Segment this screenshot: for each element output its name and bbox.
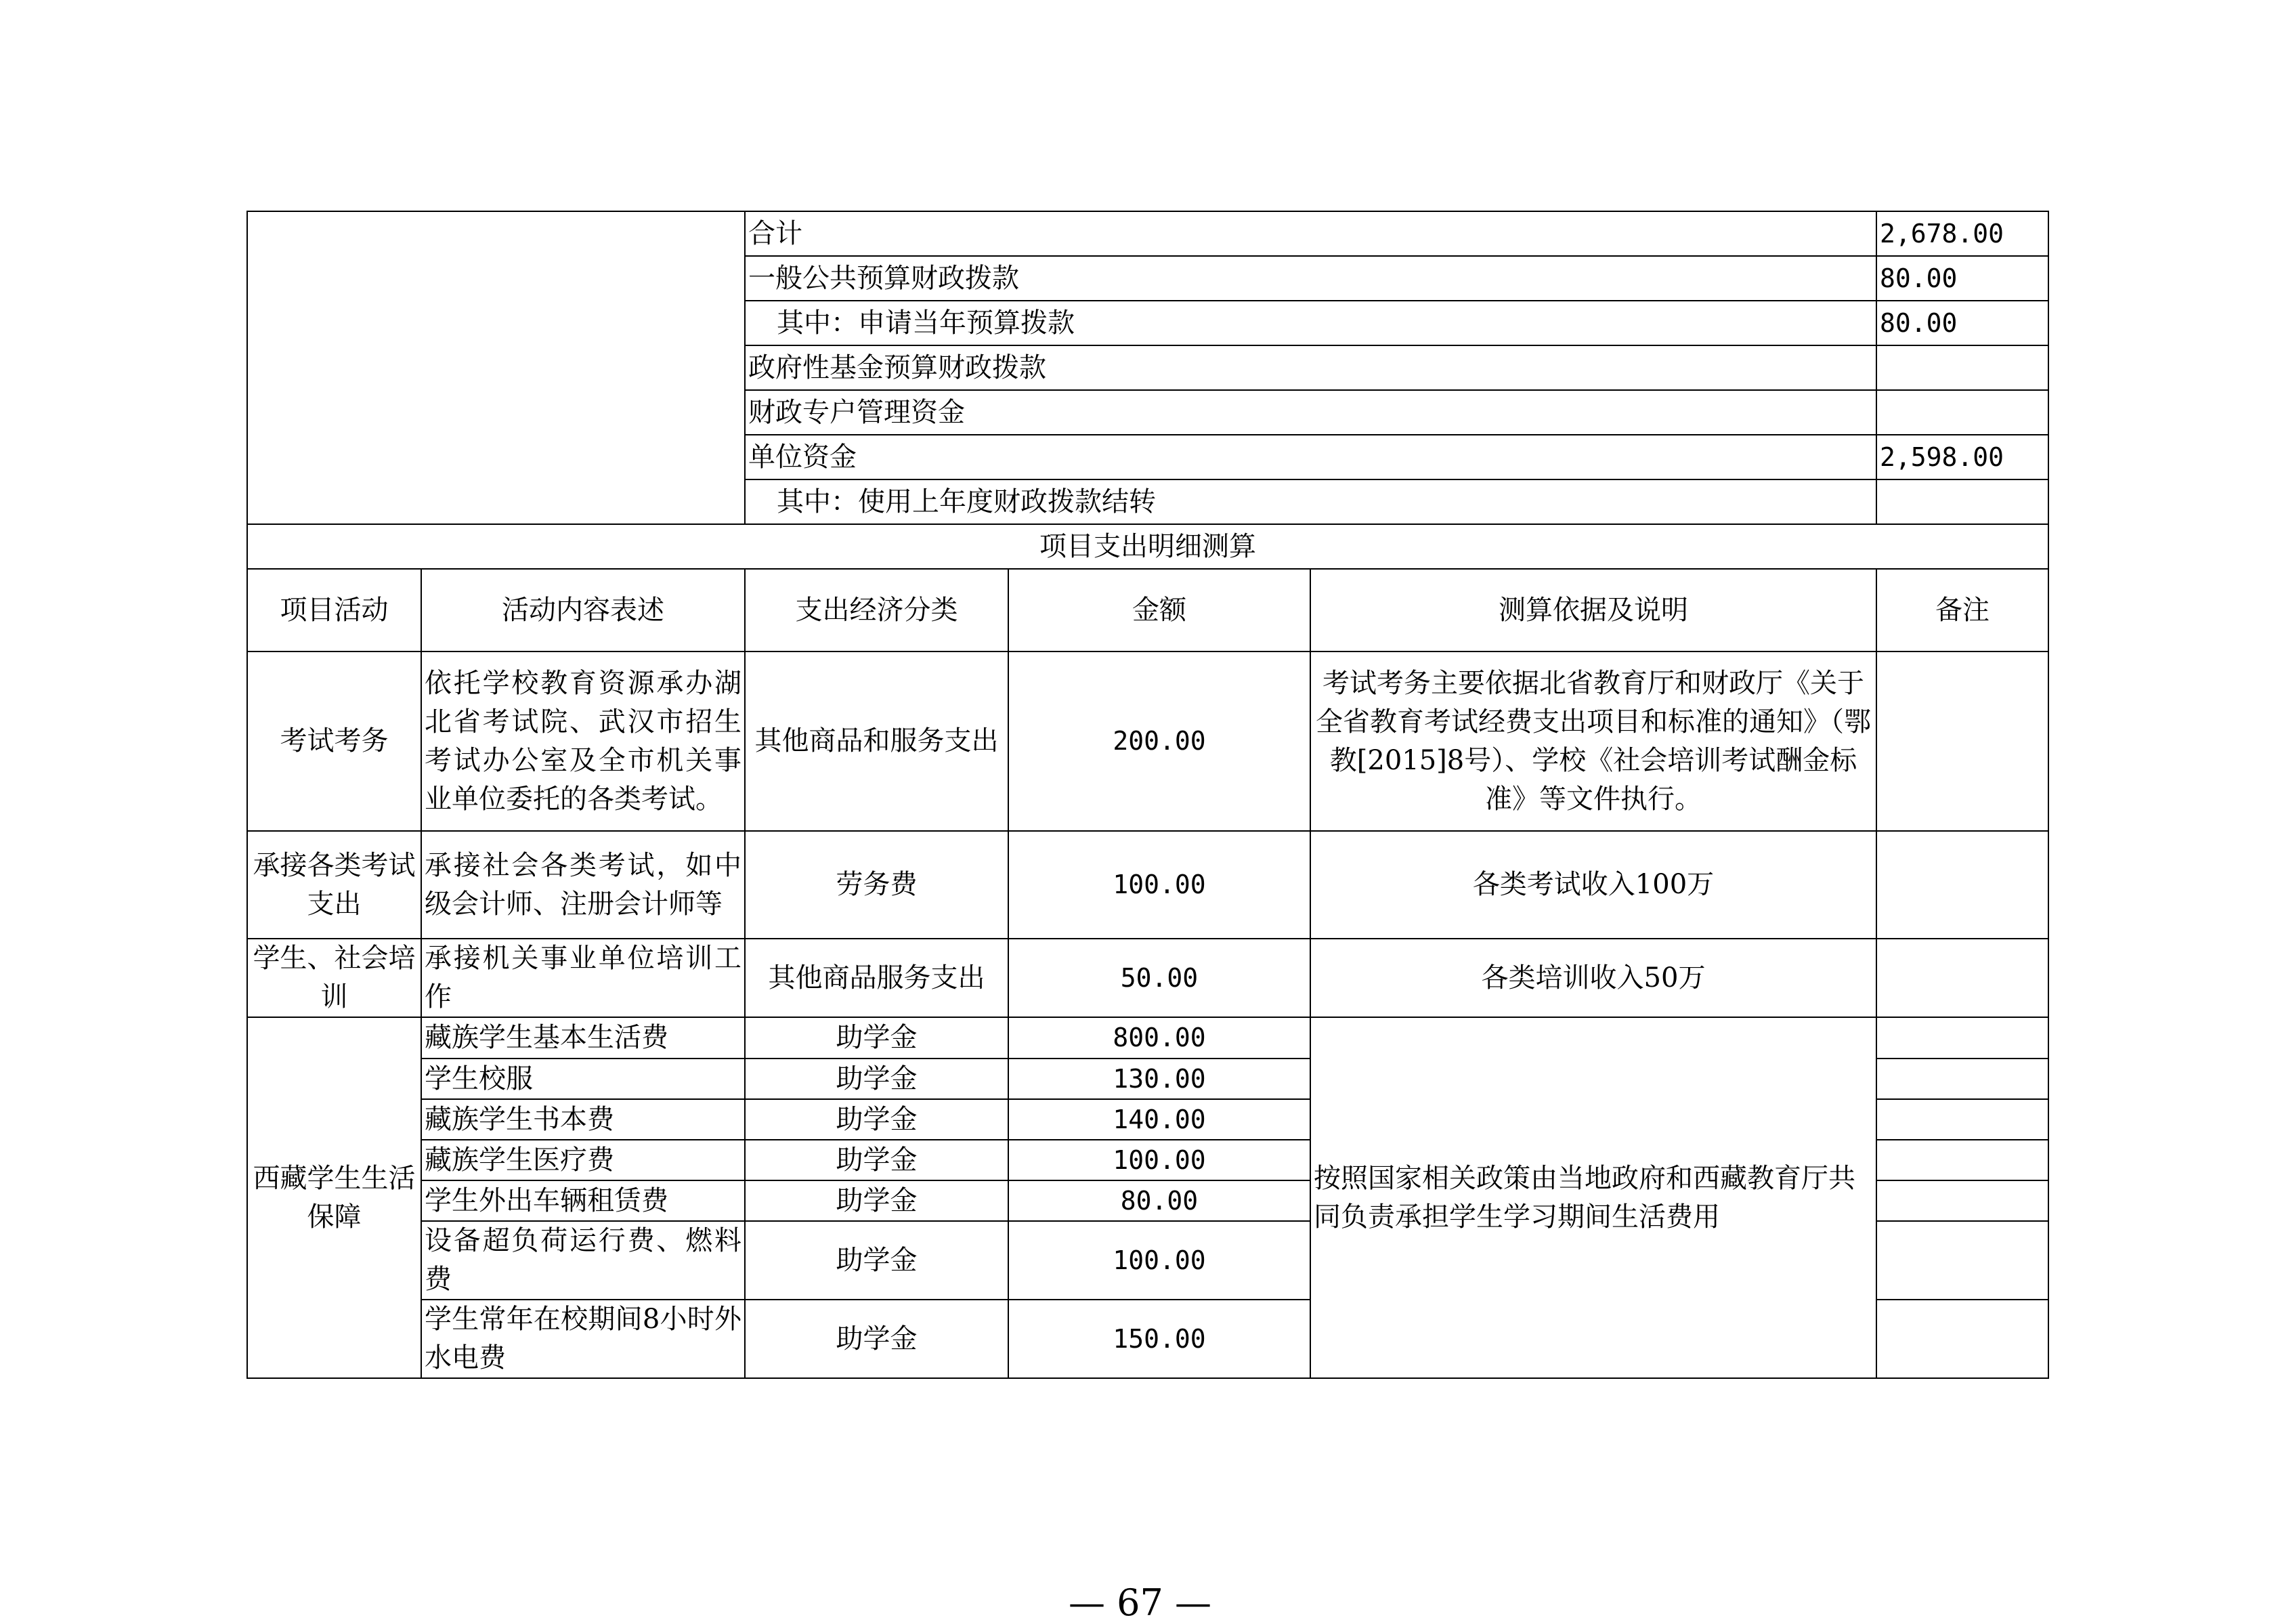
basis-cell: 各类考试收入100万 xyxy=(1310,831,1876,939)
table-row xyxy=(247,939,2048,1017)
note-cell xyxy=(1876,1099,2048,1140)
note-cell xyxy=(1876,651,2048,831)
amount-cell: 150.00 xyxy=(1008,1300,1310,1378)
funding-value xyxy=(1876,345,2048,390)
content-cell: 学生校服 xyxy=(421,1059,745,1099)
table-row xyxy=(247,651,2048,831)
content-cell: 承接社会各类考试，如中级会计师、注册会计师等 xyxy=(421,831,745,939)
funding-value: 80.00 xyxy=(1876,301,2048,345)
project-budget-table xyxy=(246,211,2049,1379)
activity-cell: 考试考务 xyxy=(247,651,421,831)
category-cell: 其他商品和服务支出 xyxy=(745,651,1008,831)
funding-value: 80.00 xyxy=(1876,256,2048,301)
amount-cell: 800.00 xyxy=(1008,1017,1310,1059)
funding-value xyxy=(1876,390,2048,435)
funding-label: 其中：使用上年度财政拨款结转 xyxy=(745,479,1876,524)
funding-label: 单位资金 xyxy=(745,435,1876,479)
detail-title-row xyxy=(247,524,2048,569)
page-number: — 67 — xyxy=(1068,1581,1212,1624)
category-cell: 助学金 xyxy=(745,1140,1008,1180)
note-cell xyxy=(1876,1300,2048,1378)
amount-cell: 100.00 xyxy=(1008,831,1310,939)
activity-cell: 学生、社会培训 xyxy=(247,939,421,1017)
category-cell: 劳务费 xyxy=(745,831,1008,939)
content-cell: 承接机关事业单位培训工作 xyxy=(421,939,745,1017)
funding-label: 其中：申请当年预算拨款 xyxy=(745,301,1876,345)
content-cell: 学生外出车辆租赁费 xyxy=(421,1180,745,1221)
note-cell xyxy=(1876,1180,2048,1221)
amount-cell: 140.00 xyxy=(1008,1099,1310,1140)
funding-value xyxy=(1876,479,2048,524)
header-basis: 测算依据及说明 xyxy=(1310,569,1876,651)
basis-cell: 考试考务主要依据北省教育厅和财政厅《关于全省教育考试经费支出项目和标准的通知》（鄂教[2015]8号）、学校《社会培训考试酬金标准》等文件执行。 xyxy=(1310,651,1876,831)
content-cell: 藏族学生书本费 xyxy=(421,1099,745,1140)
content-cell: 藏族学生基本生活费 xyxy=(421,1017,745,1059)
funding-label: 一般公共预算财政拨款 xyxy=(745,256,1876,301)
category-cell: 助学金 xyxy=(745,1300,1008,1378)
note-cell xyxy=(1876,831,2048,939)
activity-cell: 承接各类考试支出 xyxy=(247,831,421,939)
activity-cell: 西藏学生生活保障 xyxy=(247,1017,421,1378)
content-cell: 设备超负荷运行费、燃料费 xyxy=(421,1221,745,1300)
category-cell: 助学金 xyxy=(745,1059,1008,1099)
note-cell xyxy=(1876,1221,2048,1300)
category-cell: 其他商品服务支出 xyxy=(745,939,1008,1017)
content-cell: 学生常年在校期间8小时外水电费 xyxy=(421,1300,745,1378)
amount-cell: 50.00 xyxy=(1008,939,1310,1017)
category-cell: 助学金 xyxy=(745,1017,1008,1059)
category-cell: 助学金 xyxy=(745,1099,1008,1140)
detail-title: 项目支出明细测算 xyxy=(247,524,2048,569)
funding-label: 财政专户管理资金 xyxy=(745,390,1876,435)
note-cell xyxy=(1876,1017,2048,1059)
header-activity: 项目活动 xyxy=(247,569,421,651)
header-category: 支出经济分类 xyxy=(745,569,1008,651)
funding-row-total xyxy=(247,211,2048,256)
note-cell xyxy=(1876,939,2048,1017)
note-cell xyxy=(1876,1059,2048,1099)
header-amount: 金额 xyxy=(1008,569,1310,651)
header-content: 活动内容表述 xyxy=(421,569,745,651)
basis-cell: 各类培训收入50万 xyxy=(1310,939,1876,1017)
funding-label: 政府性基金预算财政拨款 xyxy=(745,345,1876,390)
basis-cell: 按照国家相关政策由当地政府和西藏教育厅共同负责承担学生学习期间生活费用 xyxy=(1310,1017,1876,1378)
funding-value: 2,598.00 xyxy=(1876,435,2048,479)
amount-cell: 80.00 xyxy=(1008,1180,1310,1221)
table-row xyxy=(247,831,2048,939)
funding-label: 合计 xyxy=(745,211,1876,256)
blank-cell xyxy=(247,211,745,524)
note-cell xyxy=(1876,1140,2048,1180)
category-cell: 助学金 xyxy=(745,1180,1008,1221)
amount-cell: 200.00 xyxy=(1008,651,1310,831)
amount-cell: 100.00 xyxy=(1008,1221,1310,1300)
amount-cell: 130.00 xyxy=(1008,1059,1310,1099)
header-row xyxy=(247,569,2048,651)
category-cell: 助学金 xyxy=(745,1221,1008,1300)
funding-value: 2,678.00 xyxy=(1876,211,2048,256)
content-cell: 藏族学生医疗费 xyxy=(421,1140,745,1180)
header-note: 备注 xyxy=(1876,569,2048,651)
content-cell: 依托学校教育资源承办湖北省考试院、武汉市招生考试办公室及全市机关事业单位委托的各类考试。 xyxy=(421,651,745,831)
amount-cell: 100.00 xyxy=(1008,1140,1310,1180)
table-row xyxy=(247,1017,2048,1059)
